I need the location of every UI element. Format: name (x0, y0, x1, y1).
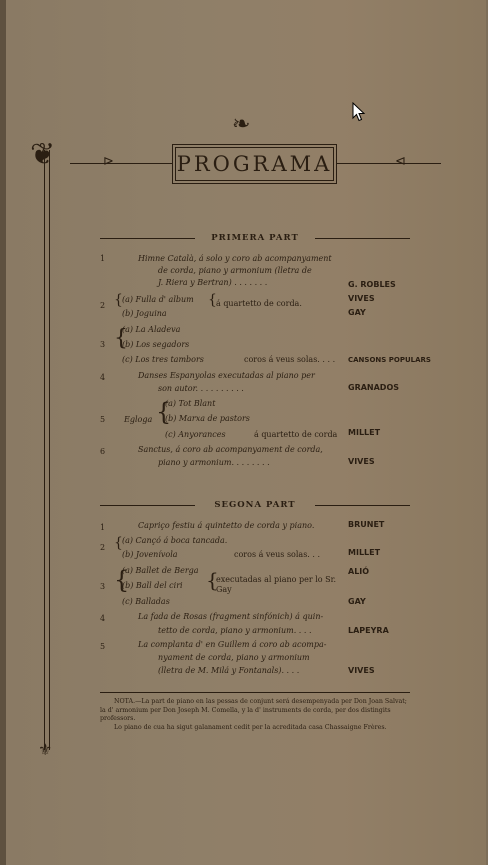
item-part: (b) Ball del ciri (122, 581, 183, 590)
item-note: á quartetto de corda (254, 430, 338, 439)
item-line: son autor. . . . . . . . . . (158, 384, 244, 393)
item-line: Danses Espanyolas executadas al piano per (138, 371, 315, 380)
item-line: La complanta d' en Guillem á coro ab acompa- (138, 640, 327, 649)
page-title: PROGRAMA (175, 147, 334, 181)
item-part: (a) Ballet de Berga (122, 566, 199, 575)
composer: MILLET (348, 548, 381, 557)
footnote-paragraph: NOTA.—La part de piano en las pessas de conjunt será desempenyada per Don Joan Salvat; la d' armonium per Don Joseph M. Comella, y la d' instruments de corda, per dos distingits professors. (100, 698, 407, 723)
brace-icon: { (206, 568, 219, 592)
item-line: Sanctus, á coro ab acompanyament de corda, (138, 445, 323, 454)
section-heading: SEGONA PART (100, 500, 410, 510)
item-line: La fada de Rosas (fragment sinfónich) á quin- (138, 612, 324, 621)
item-number: 3 (100, 582, 106, 591)
item-part: (b) Marxa de pastors (165, 414, 250, 423)
title-rule-right (336, 163, 441, 164)
item-number: 6 (100, 447, 106, 456)
brace-icon: { (208, 292, 217, 308)
note-rule (100, 692, 410, 693)
item-number: 4 (100, 373, 106, 382)
brace-icon: { (156, 398, 172, 426)
composer: CANSONS POPULARS (348, 356, 431, 364)
item-note: executadas al piano per lo Sr. Gay (216, 575, 337, 594)
item-part: (b) Joguina (122, 309, 167, 318)
composer: VIVES (348, 666, 375, 675)
item-lead: Egloga (124, 415, 153, 424)
composer: ALIÓ (348, 567, 370, 576)
item-part: (a) Cançó á boca tancada. (122, 536, 228, 545)
composer: GRANADOS (348, 383, 400, 392)
item-part: (b) Jovenívola (122, 550, 178, 559)
item-part: (c) Balladas (122, 597, 170, 606)
item-line: de corda, piano y armonium (lletra de (158, 266, 312, 275)
brace-icon: { (114, 535, 123, 551)
item-line: Capriço festiu á quintetto de corda y piano. (138, 521, 315, 530)
item-number: 2 (100, 543, 106, 552)
item-number: 1 (100, 254, 106, 263)
item-part: (a) La Aladeva (122, 325, 181, 334)
arrow-ornament-icon: ⊲ (395, 154, 406, 169)
composer: MILLET (348, 428, 381, 437)
footnote (100, 698, 412, 732)
item-part: (a) Tot Blant (165, 399, 216, 408)
item-note: coros á veus solas. . . . (244, 355, 336, 364)
item-line: Himne Català, á solo y coro ab acompanyament (138, 254, 332, 263)
arrow-ornament-icon: ⊳ (103, 154, 114, 169)
composer: LAPEYRA (348, 626, 389, 635)
footnote-paragraph: Lo piano de cua ha sigut galanament cedit per la acreditada casa Chassaigne Frères. (114, 723, 387, 731)
composer: VIVES (348, 294, 375, 303)
item-part: (c) Los tres tambors (122, 355, 204, 364)
page-edge (0, 0, 6, 865)
mouse-cursor-icon (352, 102, 366, 122)
brace-icon: { (114, 566, 130, 594)
ornament-corner-icon: ❦ (30, 137, 56, 172)
left-border-rule (44, 150, 50, 750)
section-heading: PRIMERA PART (100, 233, 410, 243)
composer: G. ROBLES (348, 280, 396, 289)
composer: GAY (348, 308, 366, 317)
item-number: 4 (100, 614, 106, 623)
item-number: 2 (100, 301, 106, 310)
composer: VIVES (348, 457, 375, 466)
item-line: tetto de corda, piano y armonium. . . . (158, 626, 312, 635)
item-line: piano y armonium. . . . . . . . (158, 458, 270, 467)
item-part: (a) Fulla d' album (122, 295, 194, 304)
composer: GAY (348, 597, 366, 606)
item-number: 5 (100, 415, 106, 424)
title-rule-left (70, 163, 172, 164)
item-note: á quartetto de corda. (216, 299, 302, 308)
composer: BRUNET (348, 520, 385, 529)
item-note: coros á veus solas. . . (234, 550, 321, 559)
fleuron-icon: ❧ (232, 112, 251, 137)
item-line: J. Riera y Bertran) . . . . . . . (158, 278, 268, 287)
item-line: (lletra de M. Milá y Fontanals). . . . (158, 666, 300, 675)
item-number: 5 (100, 642, 106, 651)
item-number: 3 (100, 340, 106, 349)
item-number: 1 (100, 523, 106, 532)
brace-icon: { (114, 292, 123, 308)
ornament-bottom-icon: ⚜ (38, 740, 53, 759)
item-line: nyament de corda, piano y armonium (158, 653, 310, 662)
item-part: (b) Los segadors (122, 340, 190, 349)
item-part: (c) Anyorances (165, 430, 226, 439)
brace-icon: { (114, 326, 128, 351)
